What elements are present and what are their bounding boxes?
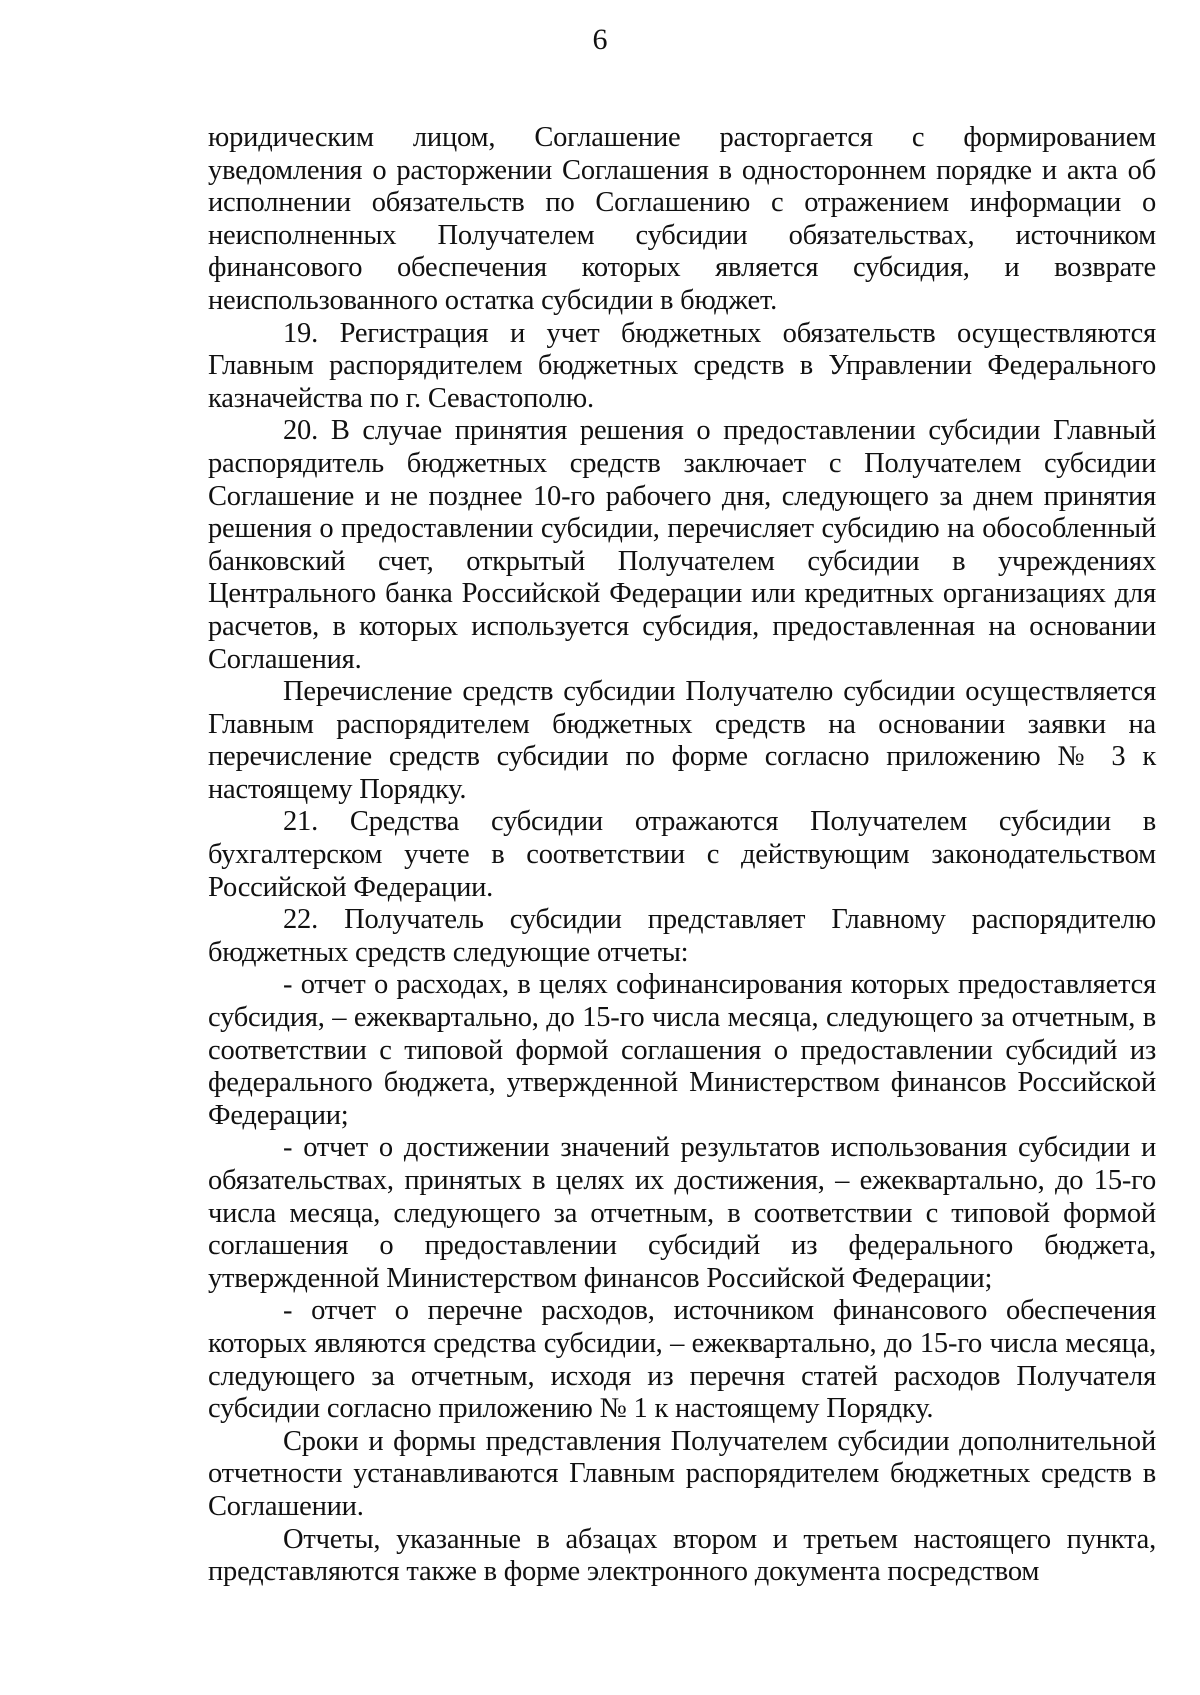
paragraph-report-list: - отчет о перечне расходов, источником финансового обеспечения которых являются средства субсидии, – ежеквартально, до 15-го числа месяца, следующего за отчетным, исходя из перечня статей расходов Получателя субсидии согласно приложению № 1 к настоящему Порядку.: [208, 1295, 1156, 1425]
document-body: [208, 122, 1156, 1589]
paragraph-item-19: 19. Регистрация и учет бюджетных обязательств осуществляются Главным распорядителем бюджетных средств в Управлении Федерального казначейства по г. Севастополю.: [208, 317, 1156, 414]
paragraph-item-22: 22. Получатель субсидии представляет Главному распорядителю бюджетных средств следующие отчеты:: [208, 904, 1156, 968]
paragraph-continuation: юридическим лицом, Соглашение расторгается с формированием уведомления о расторжении Соглашения в одностороннем порядке и акта об исполнении обязательств по Соглашению с отражением информации о неисполненных Получателем субсидии обязательствах, источником финансового обеспечения которых является субсидия, и возврате неиспользованного остатка субсидии в бюджет.: [208, 122, 1156, 316]
paragraph-electronic-reports: Отчеты, указанные в абзацах втором и третьем настоящего пункта, представляются также в форме электронного документа посредством: [208, 1523, 1156, 1588]
paragraph-report-expenses: - отчет о расходах, в целях софинансирования которых предоставляется субсидия, – ежеквартально, до 15-го числа месяца, следующего за отчетным, в соответствии с типовой формой соглашения о предоставлении субсидий из федерального бюджета, утвержденной Министерством финансов Российской Федерации;: [208, 969, 1156, 1131]
page-number: 6: [592, 23, 608, 56]
paragraph-transfer: Перечисление средств субсидии Получателю субсидии осуществляется Главным распорядителем бюджетных средств на основании заявки на перечисление средств субсидии по форме согласно приложению № 3 к настоящему Порядку.: [208, 676, 1156, 805]
paragraph-report-results: - отчет о достижении значений результатов использования субсидии и обязательствах, принятых в целях их достижения, – ежеквартально, до 15-го числа месяца, следующего за отчетным, в соответствии с типовой формой соглашения о предоставлении субсидий из федерального бюджета, утвержденной Министерством финансов Российской Федерации;: [208, 1132, 1156, 1294]
paragraph-item-21: 21. Средства субсидии отражаются Получателем субсидии в бухгалтерском учете в соответствии с действующим законодательством Российской Федерации.: [208, 806, 1156, 903]
paragraph-additional-reporting: Сроки и формы представления Получателем субсидии дополнительной отчетности устанавливаются Главным распорядителем бюджетных средств в Соглашении.: [208, 1425, 1156, 1522]
paragraph-item-20: 20. В случае принятия решения о предоставлении субсидии Главный распорядитель бюджетных средств заключает с Получателем субсидии Соглашение и не позднее 10-го рабочего дня, следующего за днем принятия решения о предоставлении субсидии, перечисляет субсидию на обособленный банковский счет, открытый Получателем субсидии в учреждениях Центрального банка Российской Федерации или кредитных организациях для расчетов, в которых используется субсидия, предоставленная на основании Соглашения.: [208, 415, 1156, 675]
